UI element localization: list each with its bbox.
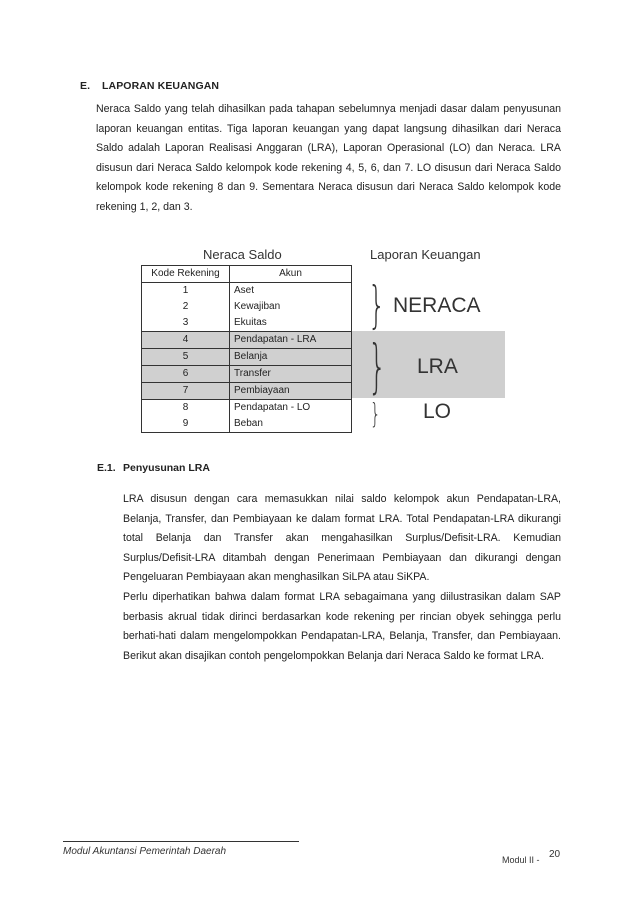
subsection-title: Penyusunan LRA [123,462,210,474]
row-code: 6 [142,366,230,383]
footer-divider [63,841,299,842]
section-title: LAPORAN KEUANGAN [102,80,220,92]
section-heading [80,80,219,92]
laporan-keuangan-heading: Laporan Keuangan [370,247,481,262]
neraca-brace: } [368,276,386,334]
neraca-saldo-table [141,265,352,433]
row-account: Pembiayaan [230,383,352,400]
table-row [142,366,352,383]
row-code: 9 [182,418,189,429]
table-row [142,283,352,300]
row-account: Transfer [230,366,352,383]
intro-paragraph: Neraca Saldo yang telah dihasilkan pada tahapan sebelumnya menjadi dasar dalam penyusunan laporan keuangan entitas. Tiga laporan keuangan yang dapat langsung dihasilkan dari Neraca Saldo adalah Laporan Realisasi Anggaran (LRA), Laporan Operasional (LO) dan Neraca. LRA disusun dari Neraca Saldo kelompok kode rekening 4, 5, 6, dan 7. LO disusun dari Neraca Saldo kelompok kode rekening 8 dan 9. Sementara Neraca disusun dari Neraca Saldo kelompok kode rekening 1, 2, dan 3. [96,103,561,213]
table-row [142,332,352,349]
table-row [142,400,352,417]
page-number: 20 [549,849,561,860]
row-code: 3 [182,317,189,328]
section-number: E. [80,80,91,92]
row-code: 4 [142,332,230,349]
table-row [142,416,352,433]
lra-paragraph-1: LRA disusun dengan cara memasukkan nilai saldo kelompok akun Pendapatan-LRA, Belanja, Transfer, dan Pembiayaan ke dalam format LRA. Total Pendapatan-LRA dikurangi total Belanja dan Transfer akan mengahasilkan Surplus/Defisit-LRA. Kemudian Surplus/Defisit-LRA ditambah dengan Penerimaan Pembiayaan dan dikurangi dengan Pengeluaran Pembiayaan akan menghasilkan SiLPA atau SiKPA. [123,493,561,583]
row-account: Beban [230,416,352,433]
table-row [142,383,352,400]
row-account: Belanja [230,349,352,366]
row-account: Pendapatan - LO [230,400,352,417]
lra-brace: } [368,332,387,400]
subsection-number: E.1. [97,462,116,474]
lo-label: LO [423,400,452,423]
neraca-saldo-heading: Neraca Saldo [203,247,282,262]
row-code: 1 [182,285,189,296]
table-row [142,349,352,366]
page-label: Modul II - [502,855,540,865]
row-account: Pendapatan - LRA [230,332,352,349]
column-header-kode: Kode Rekening [142,266,230,283]
footer-title: Modul Akuntansi Pemerintah Daerah [63,846,227,857]
row-account: Kewajiban [230,299,352,315]
table-row [142,299,352,315]
row-account: Ekuitas [230,315,352,332]
table-row [142,315,352,332]
row-code: 5 [142,349,230,366]
row-account: Aset [230,283,352,300]
lra-paragraph-2: Perlu diperhatikan bahwa dalam format LRA sebagaimana yang diilustrasikan dalam SAP berbasis akrual tidak dirinci berdasarkan kode rekening per rincian obyek sehingga perlu berhati-hati dalam mengelompokkan Pendapatan-LRA, Belanja, Transfer, dan Pembiayaan. Berikut akan disajikan contoh pengelompokkan Belanja dari Neraca Saldo ke format LRA. [123,591,561,662]
row-code: 2 [182,301,189,312]
row-code: 7 [142,383,230,400]
row-code: 8 [142,400,230,417]
subsection-heading [97,462,210,474]
neraca-label: NERACA [393,294,481,317]
lra-label: LRA [417,355,458,378]
column-header-akun: Akun [230,266,352,283]
lo-brace: } [370,397,381,430]
